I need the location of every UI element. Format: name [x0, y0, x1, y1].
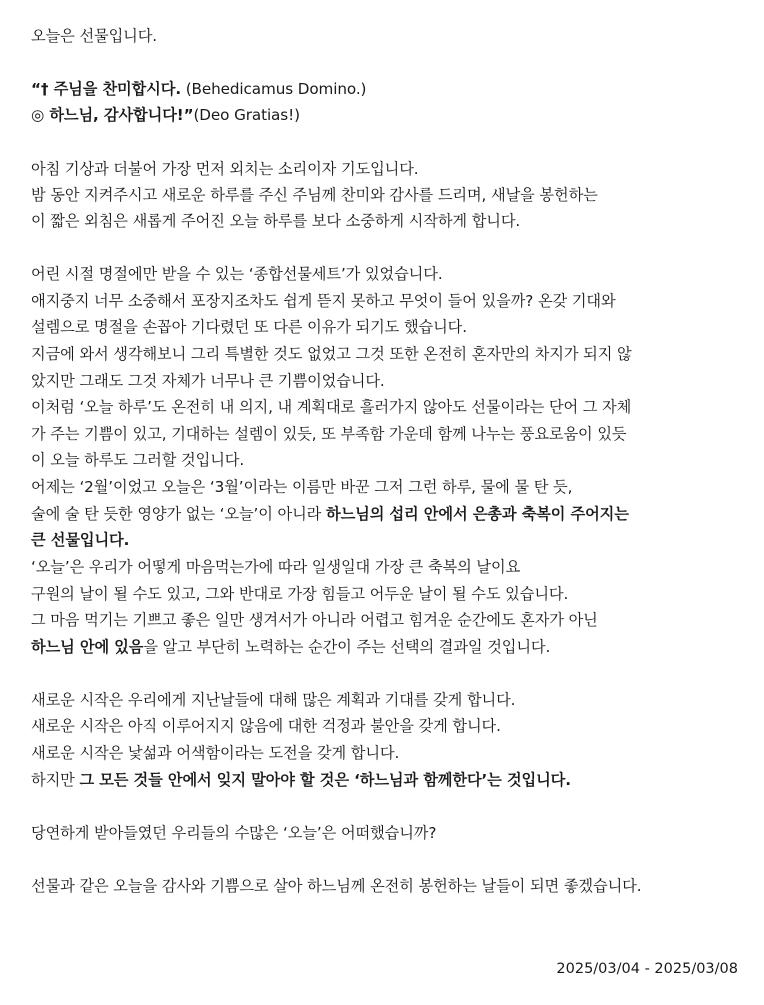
prayer-line-1-latin: (Behedicamus Domino.): [181, 80, 367, 98]
para3-line-3: 새로운 시작은 낯섦과 어색함이라는 도전을 갖게 합니다.: [31, 744, 400, 762]
closing-line: 선물과 같은 오늘을 감사와 기쁨으로 살아 하느님께 온전히 봉헌하는 날들이 되면 좋겠습니다.: [31, 877, 642, 895]
para2-line-8: 이 오늘 하루도 그러할 것입니다.: [31, 451, 245, 469]
para2-line-11: 큰 선물입니다.: [31, 531, 130, 549]
para2-line-9: 어제는 ‘2월’이었고 오늘은 ‘3월’이라는 이름만 바꾼 그저 그런 하루, 물에 물 탄 듯,: [31, 478, 573, 496]
para2-line-4: 지금에 와서 생각해보니 그리 특별한 것도 없었고 그것 또한 온전히 혼자만의 차지가 되지 않: [31, 345, 632, 363]
para2-line-15: [31, 638, 550, 656]
para3-line-4: [31, 771, 571, 789]
para2-line-5: 았지만 그래도 그것 자체가 너무나 큰 기쁨이었습니다.: [31, 372, 385, 390]
para2-line-3: 설렘으로 명절을 손꼽아 기다렸던 또 다른 이유가 되기도 했습니다.: [31, 318, 467, 336]
para2-line-1: 어린 시절 명절에만 받을 수 있는 ‘종합선물세트’가 있었습니다.: [31, 265, 443, 283]
para2-line-7: 가 주는 기쁨이 있고, 기대하는 설렘이 있듯, 또 부족함 가운데 함께 나누는 풍요로움이 있듯: [31, 425, 627, 443]
prayer-line-1: [31, 80, 366, 98]
para1-line-3: 이 짧은 외침은 새롭게 주어진 오늘 하루를 보다 소중하게 시작하게 합니다.: [31, 212, 521, 230]
para1-line-1: 아침 기상과 더불어 가장 먼저 외치는 소리이자 기도입니다.: [31, 160, 419, 178]
question-line: 당연하게 받아들였던 우리들의 수많은 ‘오늘’은 어떠했습니까?: [31, 824, 437, 842]
para1-line-2: 밤 동안 지켜주시고 새로운 하루를 주신 주님께 찬미와 감사를 드리며, 새날을 봉헌하는: [31, 186, 598, 204]
prayer-line-1-bold: “† 주님을 찬미합시다.: [31, 80, 181, 98]
para2-line-10-normal: 술에 술 탄 듯한 영양가 없는 ‘오늘’이 아니라: [31, 505, 326, 523]
para3-line-1: 새로운 시작은 우리에게 지난날들에 대해 많은 계획과 기대를 갖게 합니다.: [31, 691, 516, 709]
prayer-line-2: [31, 106, 300, 124]
para2-line-13: 구원의 날이 될 수도 있고, 그와 반대로 가장 힘들고 어두운 날이 될 수도 있습니다.: [31, 585, 569, 603]
para2-line-15-bold: 하느님 안에 있음: [31, 638, 144, 656]
document-title: 오늘은 선물입니다.: [31, 27, 158, 45]
para2-line-2: 애지중지 너무 소중해서 포장지조차도 쉽게 뜯지 못하고 무엇이 들어 있을까? 온갖 기대와: [31, 292, 616, 310]
para2-line-10-bold: 하느님의 섭리 안에서 은총과 축복이 주어지는: [326, 505, 629, 523]
para2-line-15-normal: 을 알고 부단히 노력하는 순간이 주는 선택의 결과일 것입니다.: [143, 638, 551, 656]
prayer-line-2-bold: ◎ 하느님, 감사합니다!”: [31, 106, 194, 124]
para3-line-4-bold: 그 모든 것들 안에서 잊지 말아야 할 것은 ‘하느님과 함께한다’는 것입니다.: [79, 771, 571, 789]
date-range: 2025/03/04 - 2025/03/08: [556, 961, 738, 977]
prayer-line-2-latin: (Deo Gratias!): [193, 106, 300, 124]
para3-line-2: 새로운 시작은 아직 이루어지지 않음에 대한 걱정과 불안을 갖게 합니다.: [31, 717, 501, 735]
para2-line-6: 이처럼 ‘오늘 하루’도 온전히 내 의지, 내 계획대로 흘러가지 않아도 선물이라는 단어 그 자체: [31, 398, 632, 416]
para2-line-14: 그 마음 먹기는 기쁘고 좋은 일만 생겨서가 아니라 어렵고 힘겨운 순간에도 혼자가 아닌: [31, 611, 598, 629]
para2-line-12: ‘오늘’은 우리가 어떻게 마음먹는가에 따라 일생일대 가장 큰 축복의 날이요: [31, 558, 521, 576]
para2-line-10: [31, 505, 629, 523]
para3-line-4-normal: 하지만: [31, 771, 80, 789]
